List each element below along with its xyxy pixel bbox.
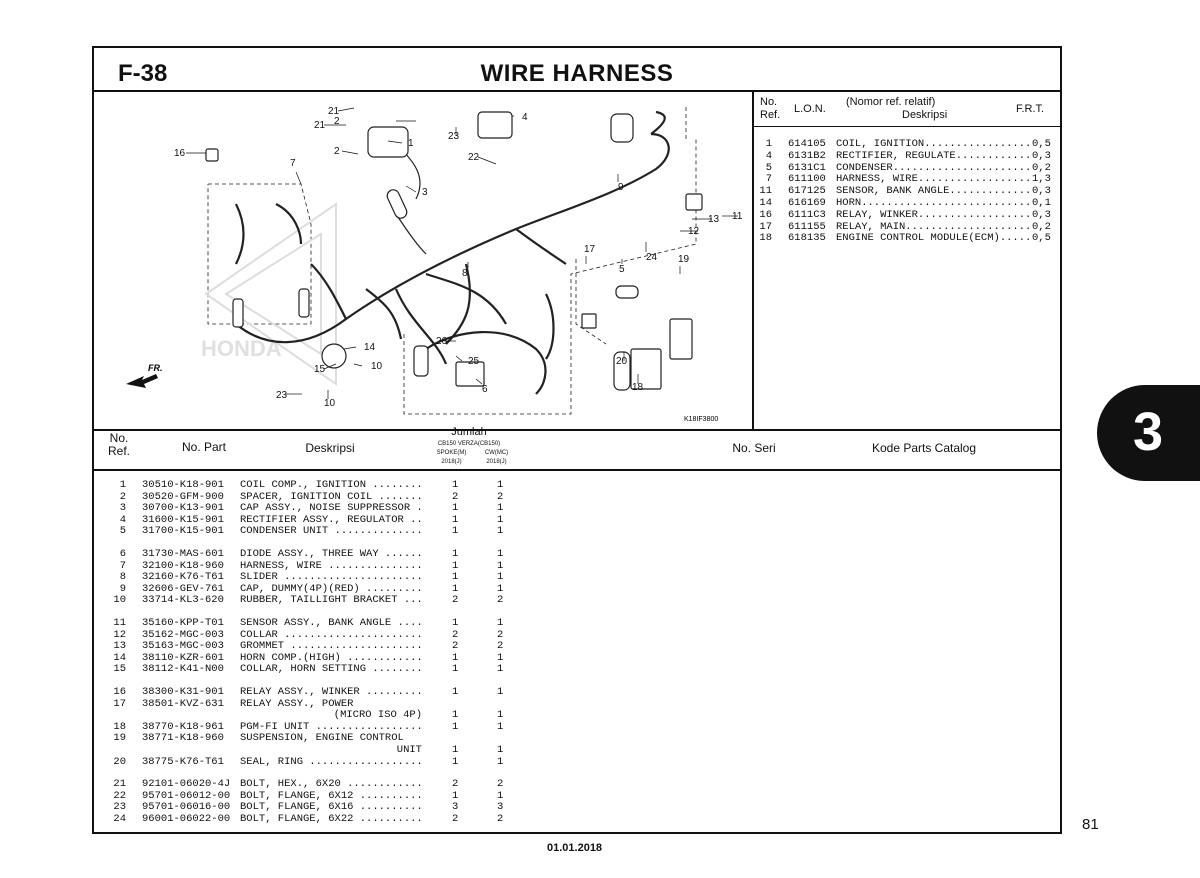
part-qty-cw: 1: [497, 789, 504, 802]
bank-angle-sensor-shape: [686, 194, 702, 210]
part-qty-spoke: 1: [452, 720, 459, 733]
parts-header-year1: 2018(J): [441, 459, 462, 465]
part-qty-spoke: 1: [452, 663, 459, 676]
callout-leader: [344, 347, 356, 349]
ref-table-frt: 1,3: [1032, 173, 1051, 186]
part-qty-spoke: 2: [452, 628, 459, 641]
parts-header-model: CB150 VERZA(CB150): [437, 441, 501, 447]
ref-table-header-frt: F.R.T.: [1016, 103, 1045, 115]
ref-table-frt: 0,5: [1032, 138, 1051, 150]
part-ref: 8: [119, 571, 126, 584]
part-qty-spoke: 1: [452, 571, 459, 584]
horn-shape: [322, 344, 346, 368]
ref-table-lon: 611155: [788, 220, 826, 233]
part-ref: 23: [113, 801, 126, 814]
part-ref: 18: [113, 720, 126, 733]
part-ref: 3: [119, 502, 126, 515]
part-ref: 22: [113, 789, 126, 802]
ref-table-desc: RECTIFIER, REGULATE............: [836, 149, 1032, 162]
callout-leader: [338, 108, 354, 111]
connector-right-shape: [299, 289, 309, 317]
part-desc: SPACER, IGNITION COIL .......: [240, 490, 423, 503]
callout-leader: [342, 151, 358, 154]
ref-table-frt: 0,3: [1032, 208, 1051, 221]
part-ref: 1: [119, 479, 126, 491]
callout-label: 13: [708, 214, 720, 225]
ref-table-desc: RELAY, MAIN....................: [836, 220, 1032, 233]
callout-label: 25: [468, 356, 480, 367]
callout-label: 19: [678, 254, 690, 265]
ref-table-lon: 6131C1: [788, 161, 826, 174]
callout-label: 7: [290, 158, 296, 169]
part-number: 31600-K15-901: [142, 513, 224, 526]
ignition-coil-shape: [368, 127, 408, 157]
page-title: WIRE HARNESS: [480, 60, 674, 87]
part-qty-spoke: 1: [452, 709, 459, 722]
callout-label: 17: [584, 244, 596, 255]
callout-label: 1: [408, 138, 414, 149]
section-tab-number: 3: [1133, 402, 1164, 462]
ref-table-ref: 14: [759, 197, 772, 209]
ref-table-header-no: No. Ref.: [760, 96, 781, 121]
svg-text:FR.: FR.: [148, 363, 163, 373]
part-qty-spoke: 1: [452, 525, 459, 538]
part-desc: COIL COMP., IGNITION ........: [240, 479, 423, 491]
part-qty-spoke: 2: [452, 594, 459, 607]
ref-table-ref: 17: [759, 220, 772, 233]
part-qty-cw: 2: [497, 640, 504, 653]
part-desc-continued: (MICRO ISO 4P): [333, 709, 422, 722]
callout-label: 2: [334, 146, 340, 157]
ref-table-ref: 11: [759, 185, 772, 198]
ref-table-header-desc-top: (Nomor ref. relatif): [846, 96, 936, 108]
front-arrow: [126, 363, 163, 388]
ref-table-ref: 7: [765, 173, 772, 186]
part-number: 35160-KPP-T01: [142, 617, 224, 629]
ref-table-ref: 16: [759, 208, 772, 221]
part-qty-cw: 1: [497, 582, 504, 595]
callout-label: 26: [436, 336, 448, 347]
part-number: 32160-K76-T61: [142, 571, 224, 584]
part-qty-cw: 1: [497, 525, 504, 538]
part-ref: 19: [113, 732, 126, 745]
ref-table-desc: COIL, IGNITION.................: [836, 138, 1032, 150]
callout-label: 14: [364, 342, 376, 353]
parts-header-spoke: SPOKE(M): [436, 450, 467, 456]
part-desc: COLLAR ......................: [240, 628, 423, 641]
part-qty-spoke: 1: [452, 686, 459, 698]
part-desc: DIODE ASSY., THREE WAY ......: [240, 548, 423, 560]
callout-label: 22: [468, 152, 480, 163]
diagram-divider: [752, 90, 754, 430]
callout-label: 5: [619, 264, 625, 275]
ref-table-desc: RELAY, WINKER..................: [836, 208, 1032, 221]
callout-label: 16: [174, 148, 186, 159]
part-number: 30700-K13-901: [142, 502, 224, 515]
callout-label: 4: [522, 112, 528, 123]
part-number: 35163-MGC-003: [142, 640, 224, 653]
callout-label: 21: [314, 120, 326, 131]
ref-table-ref: 5: [765, 161, 772, 174]
parts-header-year2: 2018(J): [486, 459, 507, 465]
condenser-pack-shape: [414, 346, 428, 376]
ref-table-frt: 0,2: [1032, 161, 1051, 174]
wire-harness-diagram: [96, 94, 751, 428]
rectifier-shape: [478, 112, 512, 138]
part-qty-cw: 2: [497, 490, 504, 503]
parts-header-deskripsi: Deskripsi: [305, 441, 355, 455]
part-ref: 11: [113, 617, 126, 629]
ref-table-desc: ENGINE CONTROL MODULE(ECM).....: [836, 232, 1032, 245]
ref-table-lon: 616169: [788, 197, 826, 209]
part-desc: CAP ASSY., NOISE SUPPRESSOR .: [240, 502, 423, 515]
ref-table-lon: 6131B2: [788, 149, 826, 162]
parts-header-no-seri: No. Seri: [732, 441, 776, 455]
callout-label: 20: [616, 356, 628, 367]
part-qty-spoke: 1: [452, 479, 459, 491]
part-number: 96001-06022-00: [142, 813, 231, 825]
part-number: 38112-K41-N00: [142, 663, 224, 676]
ref-table-frt: 0,3: [1032, 149, 1051, 162]
part-ref: 4: [119, 513, 126, 526]
callout-leader: [478, 157, 496, 164]
part-ref: 9: [119, 582, 126, 595]
callout-label: 9: [618, 182, 624, 193]
part-qty-spoke: 1: [452, 789, 459, 802]
callout-label: 15: [314, 364, 326, 375]
callout-label: 23: [276, 390, 288, 401]
part-number: 92101-06020-4J: [142, 778, 231, 791]
catalog-page-frame: [92, 46, 1062, 834]
part-qty-spoke: 1: [452, 744, 459, 756]
callout-leader: [354, 364, 362, 366]
part-qty-cw: 1: [497, 502, 504, 515]
part-number: 38770-K18-961: [142, 720, 224, 733]
part-desc: GROMMET .....................: [240, 640, 423, 653]
part-desc: RELAY ASSY., WINKER .........: [240, 686, 423, 698]
honda-watermark-text: HONDA: [201, 336, 282, 361]
ref-table-lon: 611100: [788, 173, 826, 186]
part-number: 35162-MGC-003: [142, 628, 224, 641]
part-desc: SUSPENSION, ENGINE CONTROL: [240, 732, 404, 745]
parts-header-line: [94, 469, 1060, 471]
callout-label: 24: [646, 252, 658, 263]
part-desc: RECTIFIER ASSY., REGULATOR ..: [240, 513, 423, 526]
part-desc: CONDENSER UNIT ..............: [240, 525, 423, 538]
harness-connector-shape: [611, 114, 633, 142]
page-number: 81: [1082, 816, 1099, 833]
part-qty-spoke: 1: [452, 617, 459, 629]
part-qty-cw: 2: [497, 628, 504, 641]
part-ref: 15: [113, 663, 126, 676]
ref-table-lon: 617125: [788, 185, 826, 198]
callout-label: 10: [371, 361, 383, 372]
part-number: 95701-06012-00: [142, 789, 231, 802]
connector-left-shape: [233, 299, 243, 327]
ref-table-ref: 1: [765, 138, 772, 150]
part-ref: 17: [113, 697, 126, 710]
ref-table-frt: 0,2: [1032, 220, 1051, 233]
part-number: 95701-06016-00: [142, 801, 231, 814]
callout-label: 2: [334, 116, 340, 127]
part-number: 33714-KL3-620: [142, 594, 224, 607]
callout-label: 11: [732, 211, 743, 222]
part-qty-cw: 1: [497, 617, 504, 629]
part-qty-cw: 1: [497, 548, 504, 560]
part-ref: 20: [113, 755, 126, 768]
suspension-ecm-shape: [670, 319, 692, 359]
part-ref: 5: [119, 525, 126, 538]
part-desc: BOLT, FLANGE, 6X22 ..........: [240, 813, 423, 825]
parts-header-cw: CW(MC): [484, 450, 509, 456]
page-header: [94, 48, 1060, 92]
ref-table-header-line: [753, 126, 1060, 127]
part-ref: 10: [113, 594, 126, 607]
part-desc: CAP, DUMMY(4P)(RED) .........: [240, 582, 423, 595]
callout-label: 6: [482, 384, 488, 395]
ref-table-frt: 0,5: [1032, 232, 1051, 245]
diagram-bottom-line: [94, 429, 1060, 431]
part-qty-cw: 2: [497, 813, 504, 825]
ref-table-frt: 0,1: [1032, 197, 1051, 209]
ref-table-desc: HARNESS, WIRE..................: [836, 173, 1032, 186]
part-desc: SLIDER ......................: [240, 571, 423, 584]
part-qty-cw: 2: [497, 594, 504, 607]
part-number: 38300-K31-901: [142, 686, 224, 698]
part-qty-cw: 1: [497, 663, 504, 676]
callout-leader: [456, 356, 462, 361]
part-qty-spoke: 1: [452, 502, 459, 515]
part-qty-cw: 1: [497, 755, 504, 768]
noise-suppressor-shape: [385, 188, 409, 220]
part-desc: RUBBER, TAILLIGHT BRACKET ...: [240, 594, 423, 607]
svg-text:K18IF3800: K18IF3800: [684, 416, 719, 423]
ref-table-ref: 4: [765, 149, 772, 162]
part-ref: 14: [113, 651, 126, 664]
part-ref: 16: [113, 686, 126, 698]
part-qty-spoke: 1: [452, 548, 459, 560]
part-desc: COLLAR, HORN SETTING ........: [240, 663, 423, 676]
ref-table-lon: 6111C3: [788, 208, 826, 221]
part-qty-spoke: 1: [452, 513, 459, 526]
part-desc: BOLT, FLANGE, 6X16 ..........: [240, 801, 423, 814]
part-number: 31730-MAS-601: [142, 548, 224, 560]
part-desc: BOLT, FLANGE, 6X12 ..........: [240, 789, 423, 802]
part-desc: HORN COMP.(HIGH) ............: [240, 651, 423, 664]
ref-table-ref: 18: [759, 232, 772, 245]
section-tab: [1097, 385, 1200, 481]
harness-wires: [236, 112, 669, 394]
part-qty-cw: 1: [497, 513, 504, 526]
footer-date: 01.01.2018: [547, 842, 603, 854]
condenser-shape: [616, 286, 638, 298]
part-desc: SENSOR ASSY., BANK ANGLE ....: [240, 617, 423, 629]
callout-label: 10: [324, 398, 336, 409]
part-number: 32100-K18-960: [142, 559, 224, 572]
part-number: 38501-KVZ-631: [142, 697, 224, 710]
part-number: 30510-K18-901: [142, 479, 224, 491]
part-qty-cw: 1: [497, 571, 504, 584]
callout-leader: [296, 172, 301, 184]
part-qty-spoke: 1: [452, 582, 459, 595]
ref-table-lon: 614105: [788, 138, 826, 150]
part-qty-cw: 1: [497, 651, 504, 664]
part-qty-spoke: 1: [452, 651, 459, 664]
part-qty-spoke: 3: [452, 801, 459, 814]
part-qty-spoke: 1: [452, 559, 459, 572]
callout-label: 8: [462, 268, 468, 279]
ref-table-header-lon: L.O.N.: [794, 103, 826, 115]
part-qty-spoke: 2: [452, 640, 459, 653]
ref-table-desc: CONDENSER......................: [836, 161, 1032, 174]
main-relay-shape: [582, 314, 596, 328]
part-ref: 7: [119, 559, 126, 572]
part-qty-cw: 2: [497, 778, 504, 791]
part-qty-cw: 1: [497, 720, 504, 733]
part-desc: BOLT, HEX., 6X20 ............: [240, 778, 423, 791]
ref-table-lon: 618135: [788, 232, 826, 245]
callout-label: 12: [688, 226, 700, 237]
section-code: F-38: [118, 60, 168, 87]
part-qty-cw: 1: [497, 744, 504, 756]
part-desc: RELAY ASSY., POWER: [240, 697, 354, 710]
ref-table-desc: HORN...........................: [836, 197, 1032, 209]
part-number: 31700-K15-901: [142, 525, 224, 538]
callout-label: 3: [422, 187, 428, 198]
part-qty-cw: 3: [497, 801, 504, 814]
parts-header-no-ref: No. Ref.: [107, 431, 130, 458]
part-ref: 24: [113, 813, 126, 825]
part-ref: 21: [113, 778, 126, 791]
part-ref: 6: [119, 548, 126, 560]
part-desc-continued: UNIT: [396, 744, 422, 756]
part-number: 30520-GFM-900: [142, 490, 224, 503]
part-qty-spoke: 2: [452, 490, 459, 503]
part-desc: PGM-FI UNIT .................: [240, 720, 423, 733]
part-qty-cw: 1: [497, 479, 504, 491]
parts-header-jumlah: Jumlah: [451, 426, 487, 438]
part-qty-spoke: 2: [452, 813, 459, 825]
part-qty-spoke: 1: [452, 755, 459, 768]
parts-header-no-part: No. Part: [181, 440, 226, 454]
part-qty-cw: 1: [497, 686, 504, 698]
part-desc: HARNESS, WIRE ...............: [240, 559, 423, 572]
callout-label: 21: [328, 106, 340, 117]
parts-header-kode: Kode Parts Catalog: [871, 441, 977, 455]
header-divider: [94, 90, 1060, 92]
callout-label: 18: [632, 382, 644, 393]
part-qty-cw: 1: [497, 559, 504, 572]
callout-label: 23: [448, 131, 460, 142]
part-qty-cw: 1: [497, 709, 504, 722]
ref-table-frt: 0,3: [1032, 185, 1051, 198]
part-number: 38775-K76-T61: [142, 755, 224, 768]
winker-relay-shape: [206, 149, 218, 161]
part-ref: 2: [119, 490, 126, 503]
callout-leader: [406, 186, 416, 192]
part-ref: 13: [113, 640, 126, 653]
part-number: 38771-K18-960: [142, 732, 224, 745]
part-ref: 12: [113, 628, 126, 641]
part-number: 38110-KZR-601: [142, 651, 224, 664]
ref-table-header-desc: Deskripsi: [902, 109, 948, 121]
part-desc: SEAL, RING ..................: [240, 755, 423, 768]
part-number: 32606-GEV-761: [142, 582, 224, 595]
ref-table-desc: SENSOR, BANK ANGLE.............: [836, 185, 1032, 198]
part-qty-spoke: 2: [452, 778, 459, 791]
